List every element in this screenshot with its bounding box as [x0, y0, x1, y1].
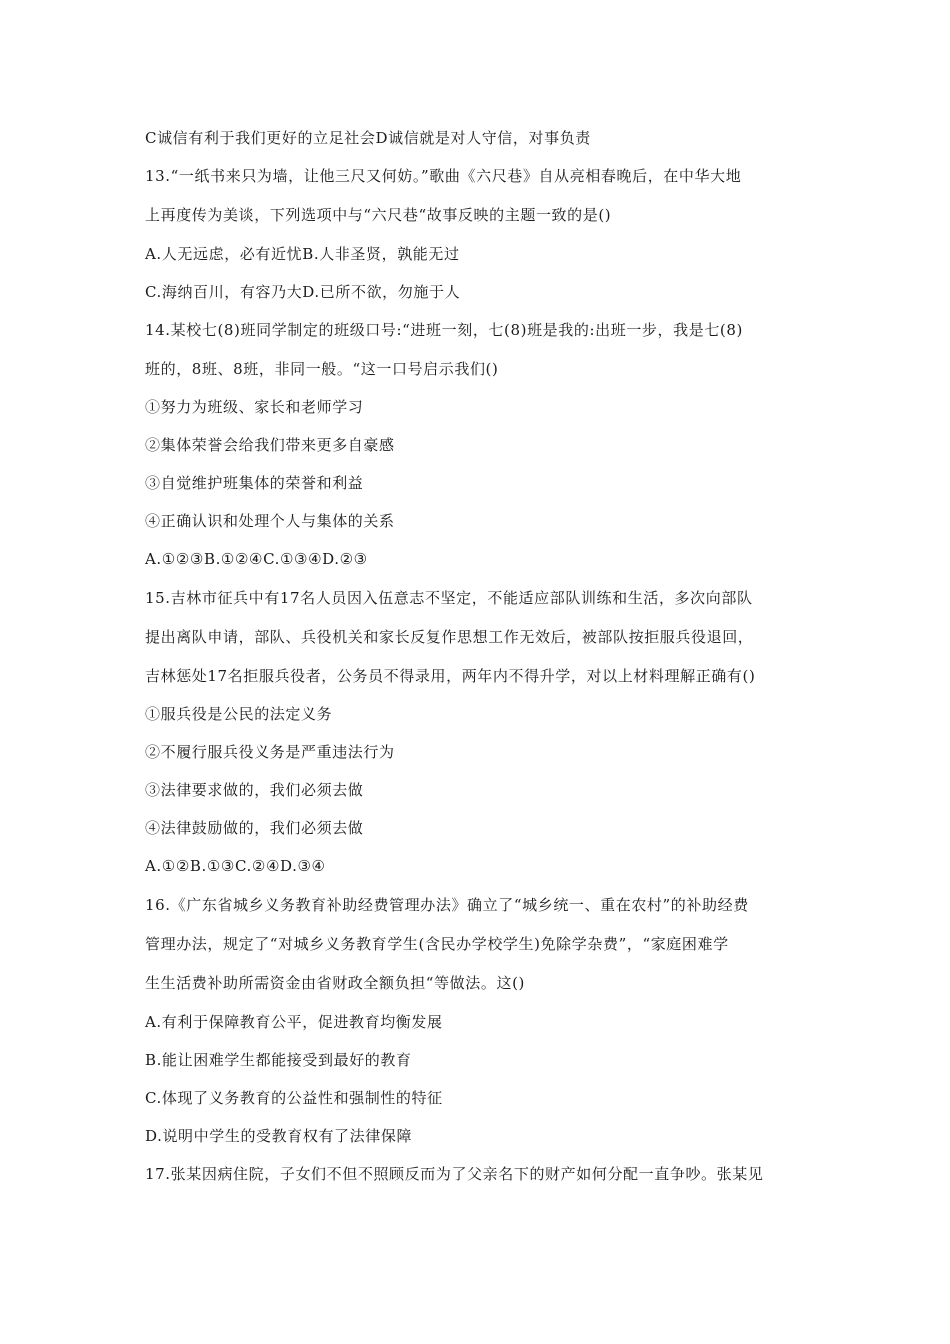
question-16-stem: 16.《广东省城乡义务教育补助经费管理办法》确立了“城乡统一、重在农村”的补助经费 — [145, 896, 749, 914]
question-13-option-cd: C.海纳百川，有容乃大D.已所不欲，勿施于人 — [145, 283, 461, 301]
statement-3: ③自觉维护班集体的荣誉和利益 — [145, 474, 364, 492]
question-16-option-a: A.有利于保障教育公平，促进教育均衡发展 — [145, 1013, 443, 1031]
text-line: 提出离队申请，部队、兵役机关和家长反复作思想工作无效后，被部队按拒服兵役退回， — [145, 628, 754, 646]
statement-1: ①服兵役是公民的法定义务 — [145, 705, 333, 723]
text-line: 上再度传为美谈，下列选项中与“六尺巷“故事反映的主题一致的是() — [145, 206, 612, 224]
question-13-stem: 13.“一纸书来只为墙，让他三尺又何妨。”歌曲《六尺巷》自从亮相春晚后，在中华大地 — [145, 167, 742, 185]
statement-4: ④法律鼓励做的，我们必须去做 — [145, 819, 364, 837]
statement-3: ③法律要求做的，我们必须去做 — [145, 781, 364, 799]
question-15-options: A.①②B.①③C.②④D.③④ — [145, 857, 326, 875]
text-line: 吉林惩处17名拒服兵役者，公务员不得录用，两年内不得升学，对以上材料理解正确有() — [145, 667, 756, 685]
question-16-option-c: C.体现了义务教育的公益性和强制性的特征 — [145, 1089, 443, 1107]
question-13-option-ab: A.人无远虑，必有近忧B.人非圣贤，孰能无过 — [145, 245, 460, 263]
question-15-stem: 15.吉林市征兵中有17名人员因入伍意志不坚定，不能适应部队训练和生活，多次向部队 — [145, 589, 753, 607]
question-17-stem: 17.张某因病住院，子女们不但不照顾反而为了父亲名下的财产如何分配一直争吵。张某见 — [145, 1165, 764, 1183]
question-16-option-b: B.能让困难学生都能接受到最好的教育 — [145, 1051, 412, 1069]
text-line: 管理办法，规定了“对城乡义务教育学生(含民办学校学生)免除学杂费”，“家庭困难学 — [145, 935, 729, 953]
statement-2: ②集体荣誉会给我们带来更多自豪感 — [145, 436, 395, 454]
text-line: 班的，8班、8班，非同一般。“这一口号启示我们() — [145, 360, 499, 378]
statement-4: ④正确认识和处理个人与集体的关系 — [145, 512, 395, 530]
text-line: 生生活费补助所需资金由省财政全额负担“等做法。这() — [145, 974, 525, 992]
question-14-stem: 14.某校七(8)班同学制定的班级口号:“进班一刻，七(8)班是我的:出班一步，我是七(8) — [145, 321, 743, 339]
question-14-options: A.①②③B.①②④C.①③④D.②③ — [145, 550, 368, 568]
question-16-option-d: D.说明中学生的受教育权有了法律保障 — [145, 1127, 413, 1145]
statement-2: ②不履行服兵役义务是严重违法行为 — [145, 743, 395, 761]
text-line: C诚信有利于我们更好的立足社会D诚信就是对人守信，对事负责 — [145, 129, 591, 147]
statement-1: ①努力为班级、家长和老师学习 — [145, 398, 364, 416]
